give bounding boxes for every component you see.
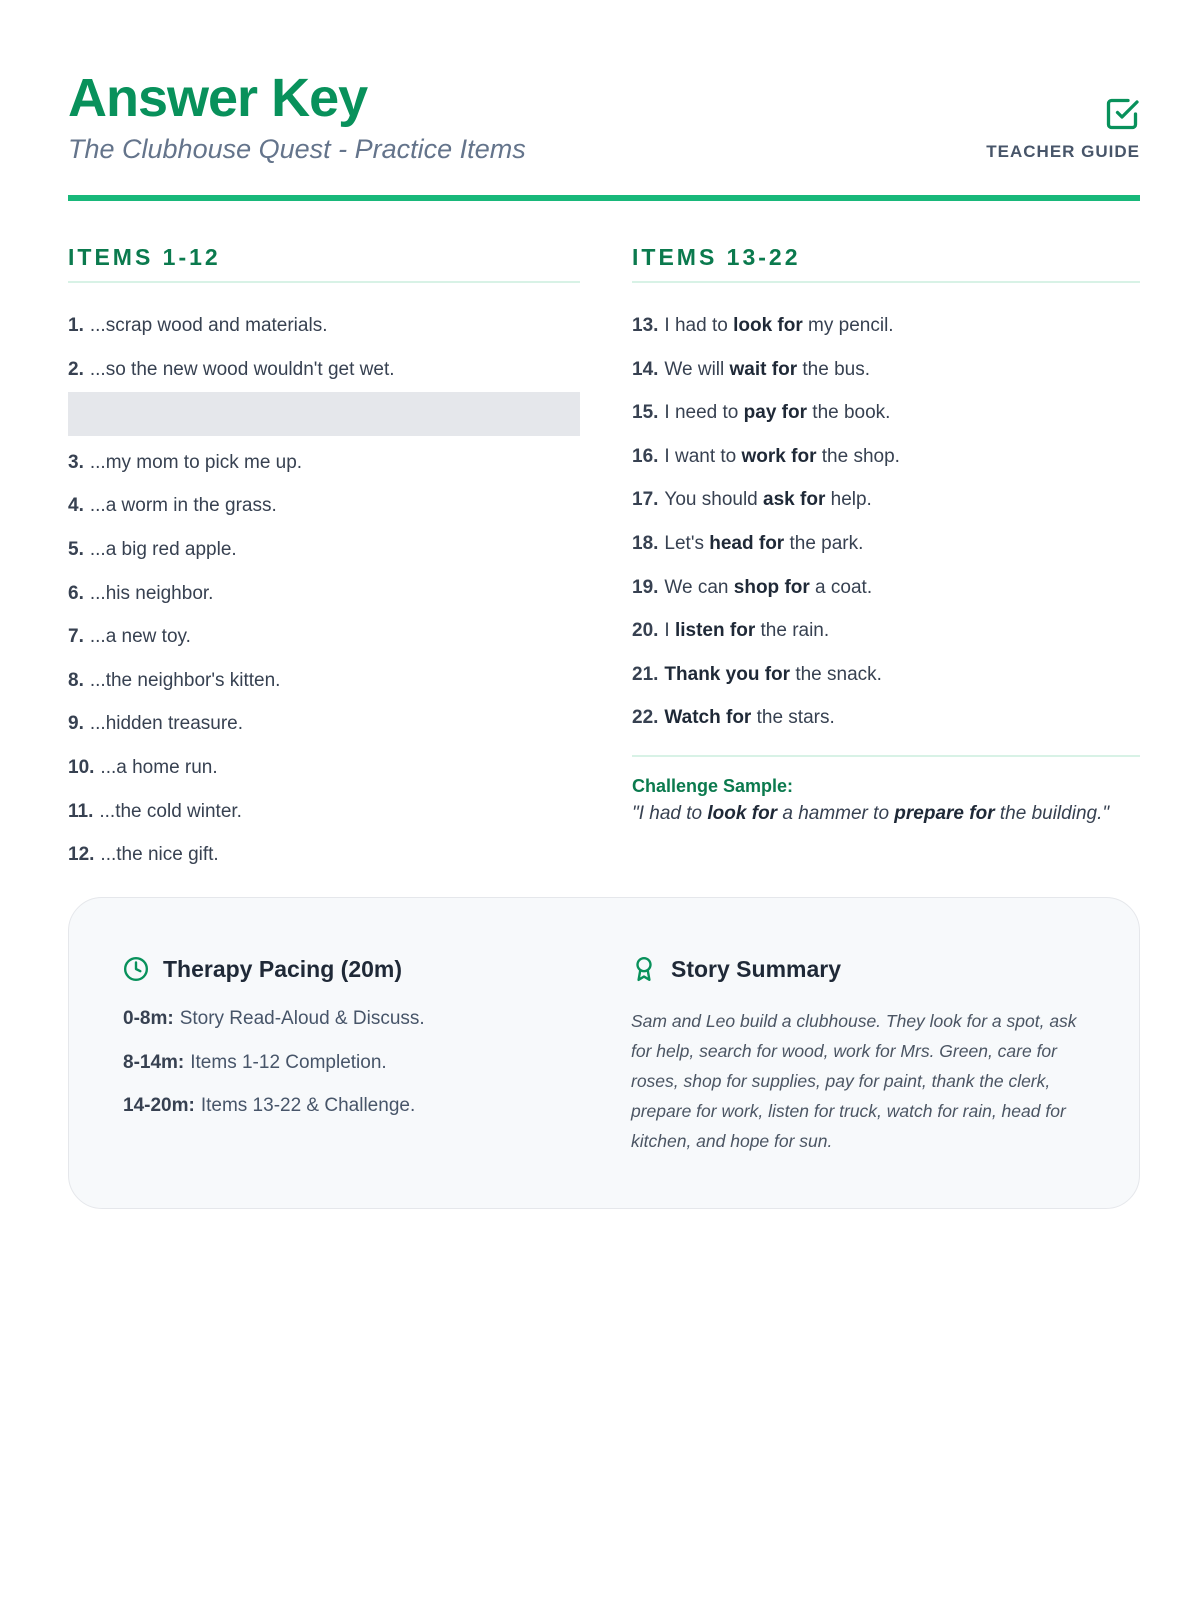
items-1-12-section — [68, 244, 580, 886]
item-number: 3. — [68, 451, 84, 473]
list-item — [68, 842, 580, 886]
info-panel — [68, 897, 1140, 1209]
item-number: 7. — [68, 626, 84, 648]
item-number: 21. — [632, 663, 659, 685]
challenge-sample — [632, 755, 1140, 829]
item-phrase: ask for — [763, 489, 826, 511]
item-number: 13. — [632, 315, 659, 336]
list-item — [632, 618, 1140, 662]
challenge-phrase: prepare for — [894, 802, 995, 824]
challenge-text-part: a hammer to — [777, 802, 895, 824]
item-text: You should — [664, 489, 764, 511]
answer-list — [632, 313, 1140, 749]
item-phrase: work for — [741, 445, 817, 467]
item-text: help. — [825, 489, 872, 511]
item-number: 12. — [68, 844, 95, 866]
pacing-time: 8-14m: — [123, 1051, 185, 1073]
challenge-text — [632, 799, 1140, 829]
item-text: Let's — [664, 532, 710, 554]
challenge-text-part: the building." — [994, 802, 1110, 824]
item-text: ...a home run. — [100, 756, 218, 778]
list-item — [632, 444, 1140, 488]
list-item — [632, 400, 1140, 444]
list-item — [632, 313, 1140, 357]
section-heading: ITEMS 13-22 — [632, 244, 1140, 283]
list-divider — [68, 392, 580, 436]
pacing-text: Story Read-Aloud & Discuss. — [179, 1008, 425, 1029]
item-phrase: pay for — [743, 402, 808, 424]
item-text: ...scrap wood and materials. — [89, 315, 328, 336]
item-text: ...a big red apple. — [89, 538, 237, 560]
checkbox-icon — [1104, 96, 1140, 132]
section-heading: ITEMS 1-12 — [68, 244, 580, 283]
item-phrase: head for — [709, 532, 785, 554]
list-item — [68, 493, 580, 537]
list-item — [632, 575, 1140, 619]
list-item — [68, 711, 580, 755]
item-number: 14. — [632, 358, 659, 380]
item-number: 5. — [68, 538, 84, 560]
page-subtitle: The Clubhouse Quest - Practice Items — [68, 134, 526, 164]
item-text: the bus. — [797, 358, 870, 380]
pacing-list — [123, 1006, 583, 1137]
therapy-pacing — [123, 952, 583, 1137]
pacing-item — [123, 1050, 583, 1094]
item-number: 8. — [68, 669, 84, 691]
item-text: We can — [664, 576, 734, 598]
list-item — [632, 662, 1140, 706]
item-phrase: shop for — [733, 576, 810, 598]
award-ribbon-icon — [631, 956, 657, 982]
header-divider — [68, 195, 1140, 201]
item-number: 2. — [68, 358, 84, 380]
items-13-22-section — [632, 244, 1140, 829]
challenge-label: Challenge Sample: — [632, 775, 794, 796]
summary-title: Story Summary — [671, 955, 842, 982]
item-text: ...so the new wood wouldn't get wet. — [89, 358, 395, 380]
pacing-text: Items 1-12 Completion. — [190, 1051, 387, 1073]
page-header — [68, 66, 1140, 176]
challenge-text-part: "I had to — [632, 802, 708, 824]
list-item — [68, 799, 580, 843]
item-number: 18. — [632, 532, 659, 554]
page-title: Answer Key — [68, 68, 368, 128]
pacing-item — [123, 1006, 583, 1050]
item-text: I need to — [664, 402, 744, 424]
summary-header — [631, 952, 1091, 986]
item-text: the shop. — [816, 445, 900, 467]
clock-icon — [123, 956, 149, 982]
item-phrase: listen for — [674, 620, 756, 642]
pacing-time: 0-8m: — [123, 1008, 174, 1029]
item-number: 9. — [68, 713, 84, 735]
list-item — [632, 705, 1140, 749]
item-text: ...his neighbor. — [89, 582, 214, 604]
list-item — [68, 624, 580, 668]
item-number: 20. — [632, 620, 659, 642]
answer-list — [68, 313, 580, 886]
item-text: ...my mom to pick me up. — [89, 451, 303, 473]
item-text: ...the cold winter. — [99, 800, 242, 822]
item-phrase: wait for — [729, 358, 798, 380]
list-item — [68, 313, 580, 357]
item-number: 1. — [68, 315, 84, 336]
summary-text: Sam and Leo build a clubhouse. They look for a spot, ask for help, search for wood, work for Mrs. Green, care for roses, shop for supplies, pay for paint, thank the clerk, prepare for work, listen for truck, watch for rain, head for kitchen, and hope for sun. — [631, 1011, 1077, 1151]
item-text: I want to — [664, 445, 742, 467]
item-text: ...hidden treasure. — [89, 713, 244, 735]
item-text: I — [664, 620, 675, 642]
pacing-text: Items 13-22 & Challenge. — [200, 1095, 416, 1117]
list-item — [68, 450, 580, 494]
item-text: my pencil. — [802, 315, 894, 336]
item-text: ...the nice gift. — [100, 844, 219, 866]
item-text: the snack. — [790, 663, 882, 685]
item-number: 11. — [68, 800, 94, 822]
item-phrase: Watch for — [664, 707, 752, 729]
item-number: 4. — [68, 495, 84, 517]
badge-label: TEACHER GUIDE — [986, 142, 1140, 161]
list-item — [68, 755, 580, 799]
item-text: ...a worm in the grass. — [89, 495, 277, 517]
list-item — [68, 581, 580, 625]
item-number: 10. — [68, 756, 95, 778]
item-text: We will — [664, 358, 730, 380]
item-text: the park. — [784, 532, 864, 554]
pacing-header — [123, 952, 583, 986]
item-number: 19. — [632, 576, 659, 598]
item-text: the rain. — [755, 620, 830, 642]
item-number: 16. — [632, 445, 659, 467]
teacher-guide-badge — [986, 96, 1140, 162]
item-text: the stars. — [751, 707, 835, 729]
item-number: 17. — [632, 489, 659, 511]
list-item — [68, 668, 580, 712]
pacing-title: Therapy Pacing (20m) — [163, 955, 403, 982]
item-phrase: look for — [733, 315, 803, 336]
list-item — [632, 487, 1140, 531]
pacing-item — [123, 1093, 583, 1137]
item-text: the book. — [807, 402, 891, 424]
item-number: 22. — [632, 707, 659, 729]
item-text: ...the neighbor's kitten. — [89, 669, 281, 691]
item-text: a coat. — [809, 576, 873, 598]
challenge-phrase: look for — [707, 802, 778, 824]
item-number: 15. — [632, 402, 659, 424]
item-phrase: Thank you for — [664, 663, 791, 685]
item-text: I had to — [664, 315, 734, 336]
story-summary — [631, 952, 1091, 1156]
item-text: ...a new toy. — [89, 626, 191, 648]
list-item — [632, 531, 1140, 575]
item-number: 6. — [68, 582, 84, 604]
pacing-time: 14-20m: — [123, 1095, 195, 1117]
list-item — [68, 537, 580, 581]
list-item — [632, 357, 1140, 401]
